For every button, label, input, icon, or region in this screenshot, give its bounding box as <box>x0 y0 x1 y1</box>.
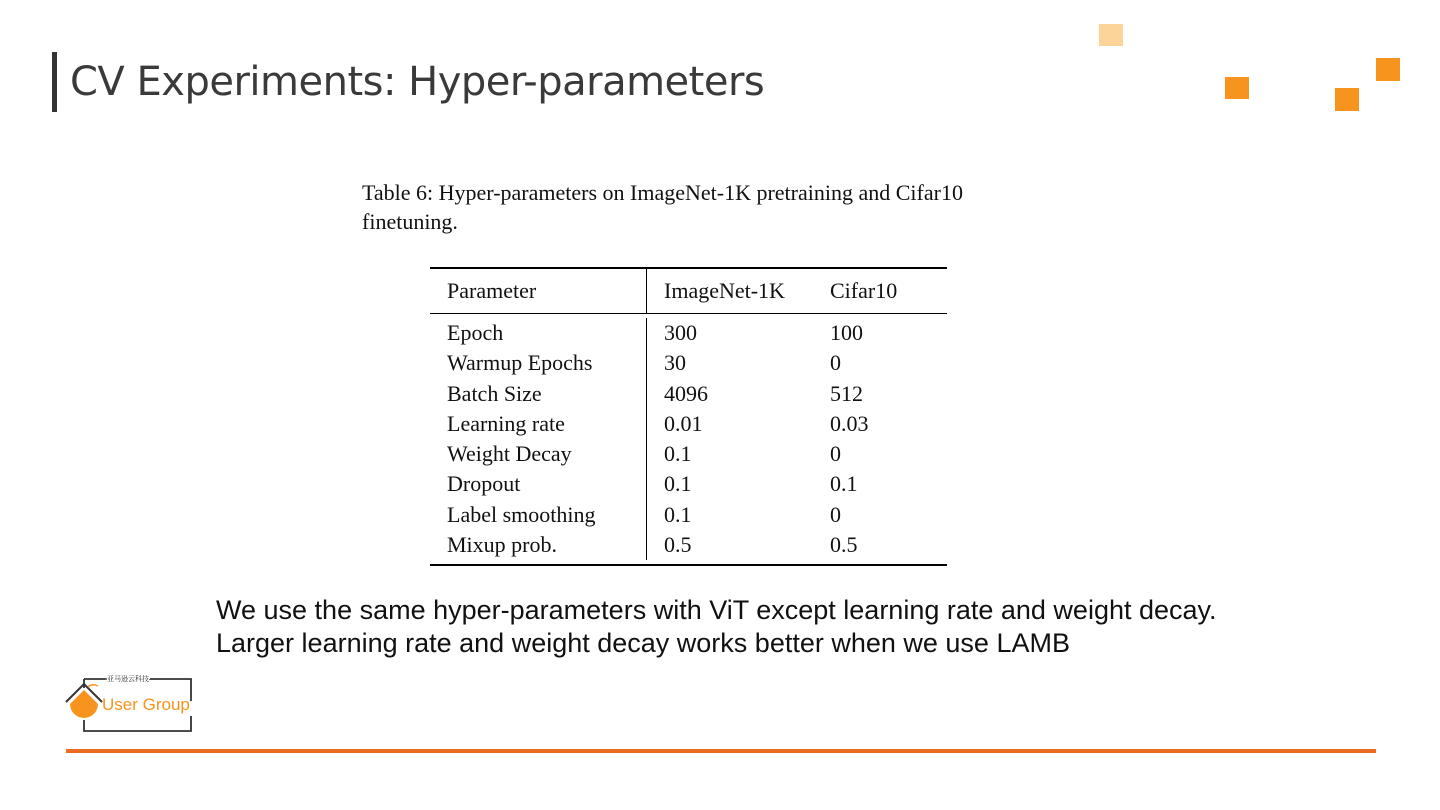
slide-title: CV Experiments: Hyper-parameters <box>70 59 765 105</box>
header-cell: ImageNet-1K <box>664 278 785 303</box>
table-cell: 0.5 <box>664 532 692 558</box>
table-cell: 30 <box>664 350 686 376</box>
table-row <box>430 439 947 469</box>
hyperparameter-table <box>430 267 947 566</box>
table-bottom-rule <box>430 564 947 566</box>
table-row <box>430 348 947 378</box>
table-body <box>430 314 947 564</box>
table-cell: 0.1 <box>830 471 858 497</box>
table-row <box>430 409 947 439</box>
logo-label: User Group <box>102 695 190 714</box>
user-group-logo <box>62 674 212 736</box>
table-cell: 512 <box>830 380 863 406</box>
table-cell: 0 <box>830 441 841 467</box>
note-line: Larger learning rate and weight decay works better when we use LAMB <box>216 628 1070 658</box>
table-cell: Warmup Epochs <box>430 348 647 378</box>
table-cell: 0.5 <box>830 532 858 558</box>
slide-note <box>216 594 1396 660</box>
table-cell: 0.1 <box>664 471 692 497</box>
table-cell: 0.01 <box>664 410 703 436</box>
table-cell: 4096 <box>664 380 708 406</box>
title-accent-bar <box>52 52 57 112</box>
table-cell: Mixup prob. <box>430 530 647 560</box>
table-row <box>430 318 947 348</box>
table-cell: Weight Decay <box>430 439 647 469</box>
table-cell: Batch Size <box>430 379 647 409</box>
decor-square <box>1099 24 1123 46</box>
table-cell: 0.1 <box>664 501 692 527</box>
table-row <box>430 500 947 530</box>
table-cell: 0 <box>830 350 841 376</box>
table-row <box>430 469 947 499</box>
table-row <box>430 530 947 560</box>
logo-graphic <box>62 674 212 736</box>
table-cell: 300 <box>664 320 697 345</box>
table-cell: 0.03 <box>830 410 869 436</box>
table-caption: Table 6: Hyper-parameters on ImageNet-1K pretraining and Cifar10 finetuning. <box>362 180 963 234</box>
table-cell: Epoch <box>430 318 647 348</box>
logo-top-text: 亚马逊云科技 <box>107 675 149 683</box>
header-cell: Parameter <box>430 269 647 313</box>
decor-square <box>1335 88 1359 111</box>
footer-line <box>66 749 1376 753</box>
table-cell: 0 <box>830 501 841 527</box>
table-cell: Learning rate <box>430 409 647 439</box>
table-cell: 100 <box>830 320 863 345</box>
table-cell: Label smoothing <box>430 500 647 530</box>
decor-square <box>1225 77 1249 99</box>
table-cell: Dropout <box>430 469 647 499</box>
note-line: We use the same hyper-parameters with ViT except learning rate and weight decay. <box>216 595 1217 625</box>
header-cell: Cifar10 <box>830 278 898 303</box>
decor-square <box>1376 58 1400 81</box>
table-header-row <box>430 269 947 313</box>
table-cell: 0.1 <box>664 441 692 467</box>
table-row <box>430 379 947 409</box>
